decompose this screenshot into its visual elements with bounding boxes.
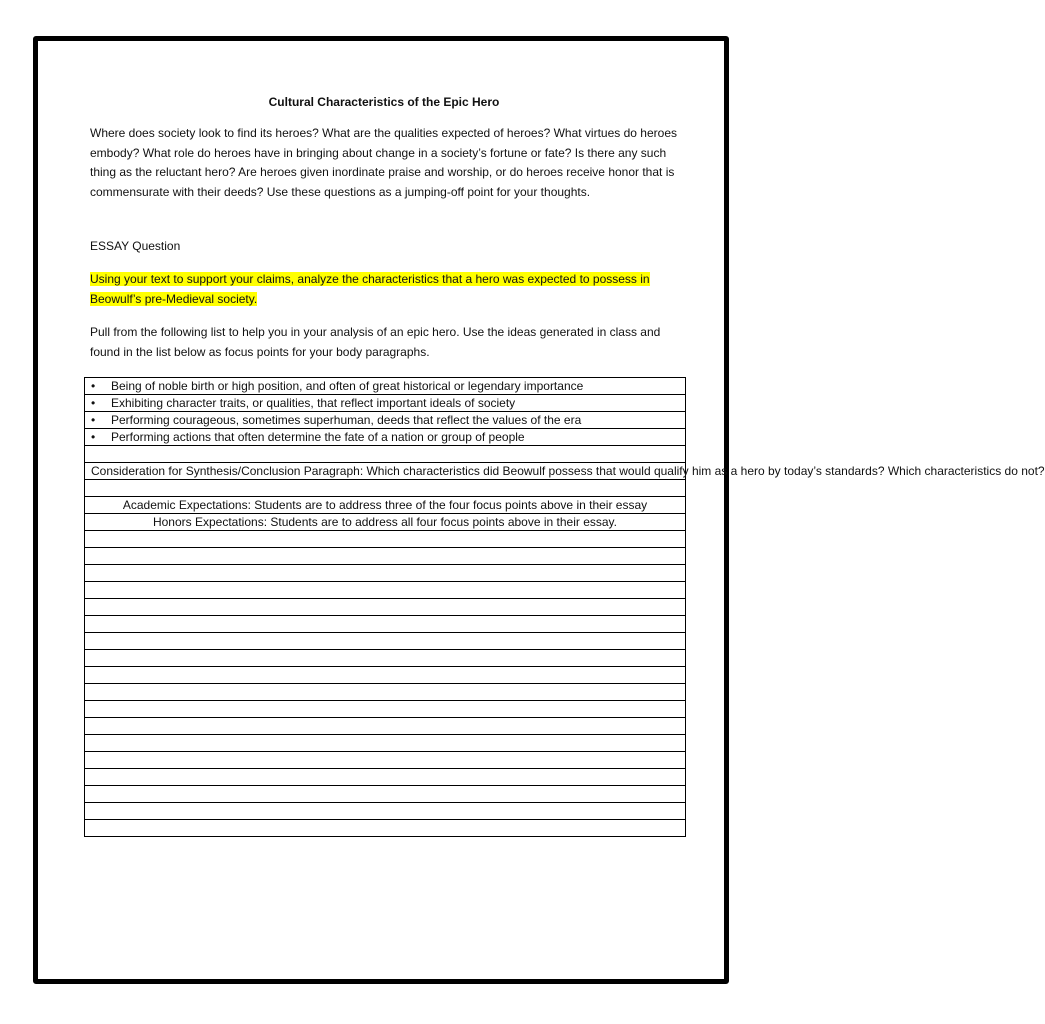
synthesis-consideration: Consideration for Synthesis/Conclusion Paragraph: Which characteristics did Beowulf possess that would qualify him as a hero by today’s standards? Which characteristics do not? [85, 463, 686, 480]
focus-point [85, 429, 686, 446]
writing-cell[interactable] [85, 752, 686, 769]
bullet-icon: • [91, 396, 96, 410]
writing-cell[interactable] [85, 599, 686, 616]
writing-line [85, 820, 686, 837]
focus-instructions: Pull from the following list to help you in your analysis of an epic hero. Use the ideas generated in class and found in the list below as focus points for your body paragraphs. [90, 325, 661, 359]
writing-line [85, 548, 686, 565]
writing-cell[interactable] [85, 548, 686, 565]
writing-cell[interactable] [85, 667, 686, 684]
writing-line [85, 786, 686, 803]
focus-point [85, 378, 686, 395]
writing-line [85, 616, 686, 633]
focus-points-table [84, 377, 1045, 837]
page-title: Cultural Characteristics of the Epic Hero [268, 95, 500, 109]
focus-point-text: Exhibiting character traits, or qualities, that reflect important ideals of society [111, 396, 516, 410]
writing-line [85, 718, 686, 735]
writing-cell[interactable] [85, 701, 686, 718]
writing-line [85, 531, 686, 548]
bullet-icon: • [91, 413, 96, 427]
essay-prompt-highlight: Using your text to support your claims, analyze the characteristics that a hero was expected to possess in Beowulf’s pre-Medieval society. [90, 272, 650, 306]
writing-cell[interactable] [85, 633, 686, 650]
writing-cell[interactable] [85, 582, 686, 599]
writing-line [85, 752, 686, 769]
writing-line [85, 701, 686, 718]
writing-line [85, 684, 686, 701]
table-row [85, 412, 686, 429]
writing-cell[interactable] [85, 718, 686, 735]
writing-cell[interactable] [85, 650, 686, 667]
empty-cell [85, 446, 686, 463]
writing-line [85, 650, 686, 667]
writing-line [85, 803, 686, 820]
table-row [85, 497, 686, 514]
bullet-icon: • [91, 430, 96, 444]
writing-cell[interactable] [85, 735, 686, 752]
writing-cell[interactable] [85, 769, 686, 786]
empty-cell [85, 480, 686, 497]
writing-cell[interactable] [85, 820, 686, 837]
writing-line [85, 633, 686, 650]
bullet-icon: • [91, 379, 96, 393]
focus-point-text: Performing actions that often determine the fate of a nation or group of people [111, 430, 525, 444]
writing-line [85, 769, 686, 786]
writing-cell[interactable] [85, 531, 686, 548]
writing-line [85, 667, 686, 684]
essay-prompt [90, 270, 682, 309]
honors-expectations: Honors Expectations: Students are to address all four focus points above in their essay. [85, 514, 686, 531]
writing-cell[interactable] [85, 565, 686, 582]
focus-point [85, 412, 686, 429]
table-row [85, 429, 686, 446]
focus-point [85, 395, 686, 412]
essay-question-label: ESSAY Question [90, 239, 181, 253]
writing-line [85, 582, 686, 599]
focus-point-text: Being of noble birth or high position, and often of great historical or legendary importance [111, 379, 584, 393]
table-row [85, 446, 686, 463]
writing-cell[interactable] [85, 803, 686, 820]
intro-paragraph: Where does society look to find its heroes? What are the qualities expected of heroes? What virtues do heroes embody? What role do heroes have in bringing about change in a society’s fortune or fate? Is there any such thing as the reluctant hero? Are heroes given inordinate praise and worship, or do heroes receive honor that is commensurate with their deeds? Use these questions as a jumping-off point for your thoughts. [90, 126, 677, 199]
writing-line [85, 565, 686, 582]
writing-line [85, 735, 686, 752]
table-row [85, 395, 686, 412]
writing-line [85, 599, 686, 616]
table-row [85, 480, 686, 497]
focus-point-text: Performing courageous, sometimes superhuman, deeds that reflect the values of the era [111, 413, 582, 427]
academic-expectations: Academic Expectations: Students are to address three of the four focus points above in their essay [85, 497, 686, 514]
table-row [85, 463, 686, 480]
table-row [85, 514, 686, 531]
writing-cell[interactable] [85, 616, 686, 633]
table-row [85, 378, 686, 395]
writing-cell[interactable] [85, 786, 686, 803]
writing-cell[interactable] [85, 684, 686, 701]
